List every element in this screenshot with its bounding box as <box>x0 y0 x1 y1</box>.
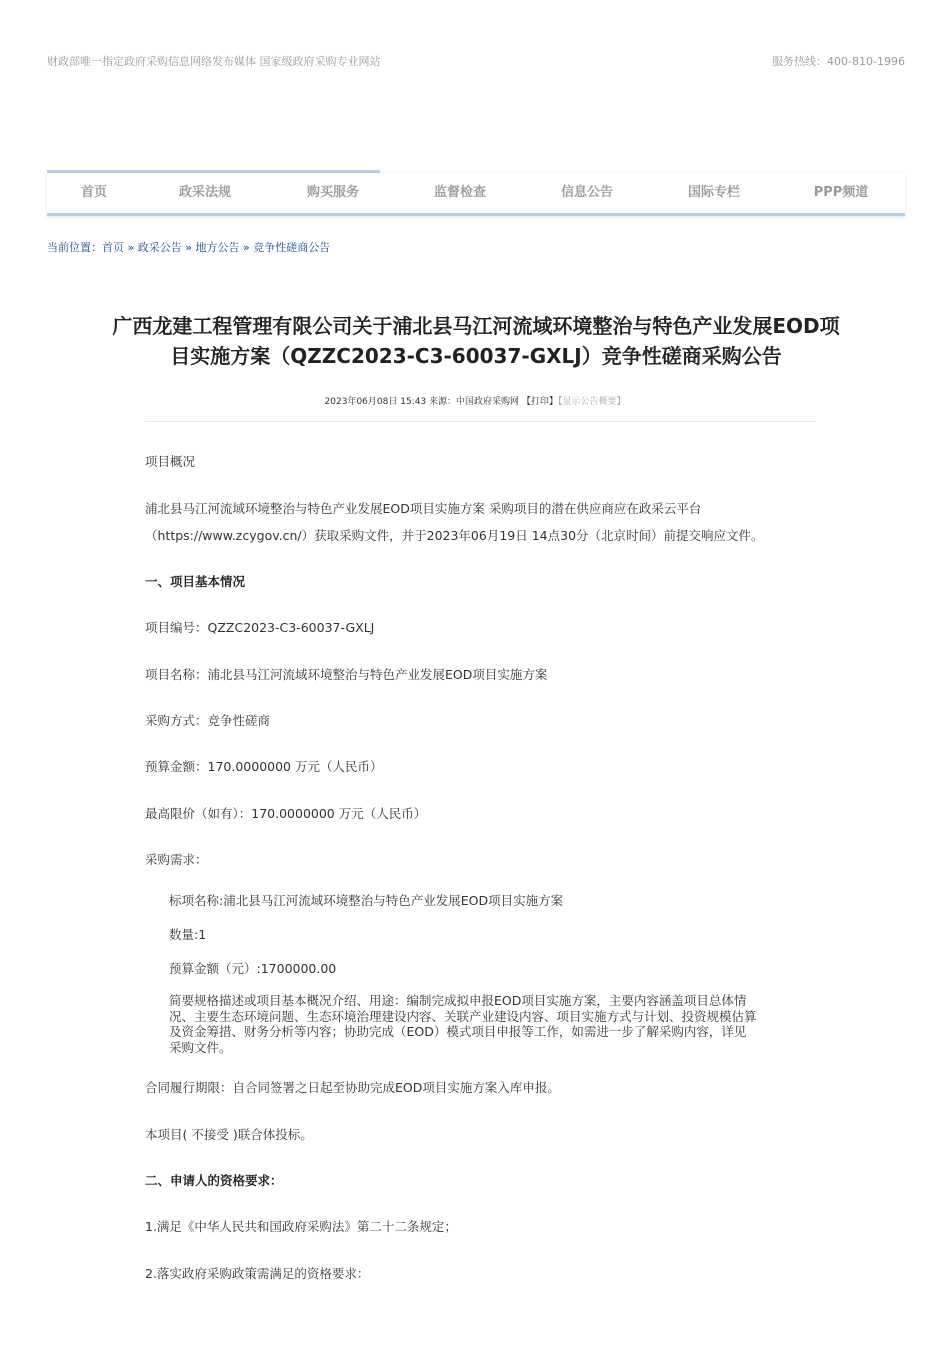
breadcrumb-separator: » <box>239 241 254 254</box>
breadcrumb-consultation-link[interactable]: 竞争性磋商公告 <box>253 241 331 254</box>
req-description-line: 采购文件。 <box>169 1039 232 1055</box>
publish-date: 2023年06月08日 15:43 <box>324 397 427 407</box>
consortium-note: 本项目( 不接受 )联合体投标。 <box>145 1127 313 1142</box>
article-meta <box>0 394 950 407</box>
nav-item-supervision[interactable]: 监督检查 <box>433 185 486 200</box>
max-price: 最高限价（如有）：170.0000000 万元（人民币） <box>145 806 427 821</box>
nav-item-purchase-service[interactable]: 购买服务 <box>306 185 359 200</box>
overview-text-line-2: （https://www.zcygov.cn/）获取采购文件，并于2023年06月19日 14点30分（北京时间）前提交响应文件。 <box>145 528 764 543</box>
project-name: 项目名称：浦北县马江河流域环境整治与特色产业发展EOD项目实施方案 <box>145 667 548 682</box>
breadcrumb <box>47 239 330 255</box>
main-nav <box>47 173 905 216</box>
req-description-line: 简要规格描述或项目基本概况介绍、用途：编制完成拟申报EOD项目实施方案，主要内容涵盖项目总体情 <box>169 993 747 1008</box>
req-budget: 预算金额（元）:1700000.00 <box>169 961 337 976</box>
source: 来源：中国政府采购网 <box>429 397 520 407</box>
title-line-1: 广西龙建工程管理有限公司关于浦北县马江河流域环境整治与特色产业发展EOD项 <box>112 314 840 338</box>
section-qualification-heading: 二、申请人的资格要求： <box>145 1173 283 1188</box>
procurement-method: 采购方式：竞争性磋商 <box>145 713 271 728</box>
contract-period: 合同履行期限：自合同签署之日起至协助完成EOD项目实施方案入库申报。 <box>145 1080 560 1095</box>
section-basic-info-heading: 一、项目基本情况 <box>145 574 246 589</box>
req-item-name: 标项名称:浦北县马江河流域环境整治与特色产业发展EOD项目实施方案 <box>169 893 564 908</box>
overview-text-line-1: 浦北县马江河流域环境整治与特色产业发展EOD项目实施方案 采购项目的潜在供应商应在政采云平台 <box>145 501 702 516</box>
qualification-2: 2.落实政府采购政策需满足的资格要求： <box>145 1266 370 1281</box>
qualification-1: 1.满足《中华人民共和国政府采购法》第二十二条规定； <box>145 1219 457 1234</box>
nav-item-ppp[interactable]: PPP频道 <box>813 185 869 200</box>
demand-label: 采购需求： <box>145 852 208 867</box>
page-title <box>47 311 905 371</box>
project-number: 项目编号：QZZC2023-C3-60037-GXLJ <box>145 620 375 635</box>
show-summary-link[interactable]: 【显示公告概要】 <box>557 397 626 407</box>
top-slogan: 财政部唯一指定政府采购信息网络发布媒体 国家级政府采购专业网站 <box>47 55 381 68</box>
req-description-line: 及资金筹措、财务分析等内容；协助完成（EOD）模式项目申报等工作，如需进一步了解采购内容，详见 <box>169 1024 747 1039</box>
budget-amount: 预算金额：170.0000000 万元（人民币） <box>145 759 383 774</box>
title-line-2: 目实施方案（QZZC2023-C3-60037-GXLJ）竞争性磋商采购公告 <box>170 344 782 368</box>
breadcrumb-home-link[interactable]: 首页 <box>102 241 124 254</box>
breadcrumb-separator: » <box>124 241 138 254</box>
nav-item-international[interactable]: 国际专栏 <box>687 185 740 200</box>
overview-heading: 项目概况 <box>145 454 196 469</box>
req-description-line: 况、主要生态环境问题、生态环境治理建设内容、关联产业建设内容、项目实施方式与计划、投资规模估算 <box>169 1008 757 1024</box>
req-quantity: 数量:1 <box>169 927 207 942</box>
divider <box>145 421 816 422</box>
nav-item-regulations[interactable]: 政采法规 <box>178 185 231 200</box>
breadcrumb-prefix: 当前位置： <box>47 241 102 254</box>
breadcrumb-announcements-link[interactable]: 政采公告 <box>137 241 182 254</box>
service-hotline: 服务热线：400-810-1996 <box>772 55 905 68</box>
req-description <box>169 993 819 1055</box>
print-link[interactable]: 【打印】 <box>521 397 558 407</box>
breadcrumb-local-link[interactable]: 地方公告 <box>195 241 240 254</box>
nav-item-announcements[interactable]: 信息公告 <box>560 185 613 200</box>
breadcrumb-separator: » <box>181 241 196 254</box>
nav-item-home[interactable]: 首页 <box>80 185 107 200</box>
